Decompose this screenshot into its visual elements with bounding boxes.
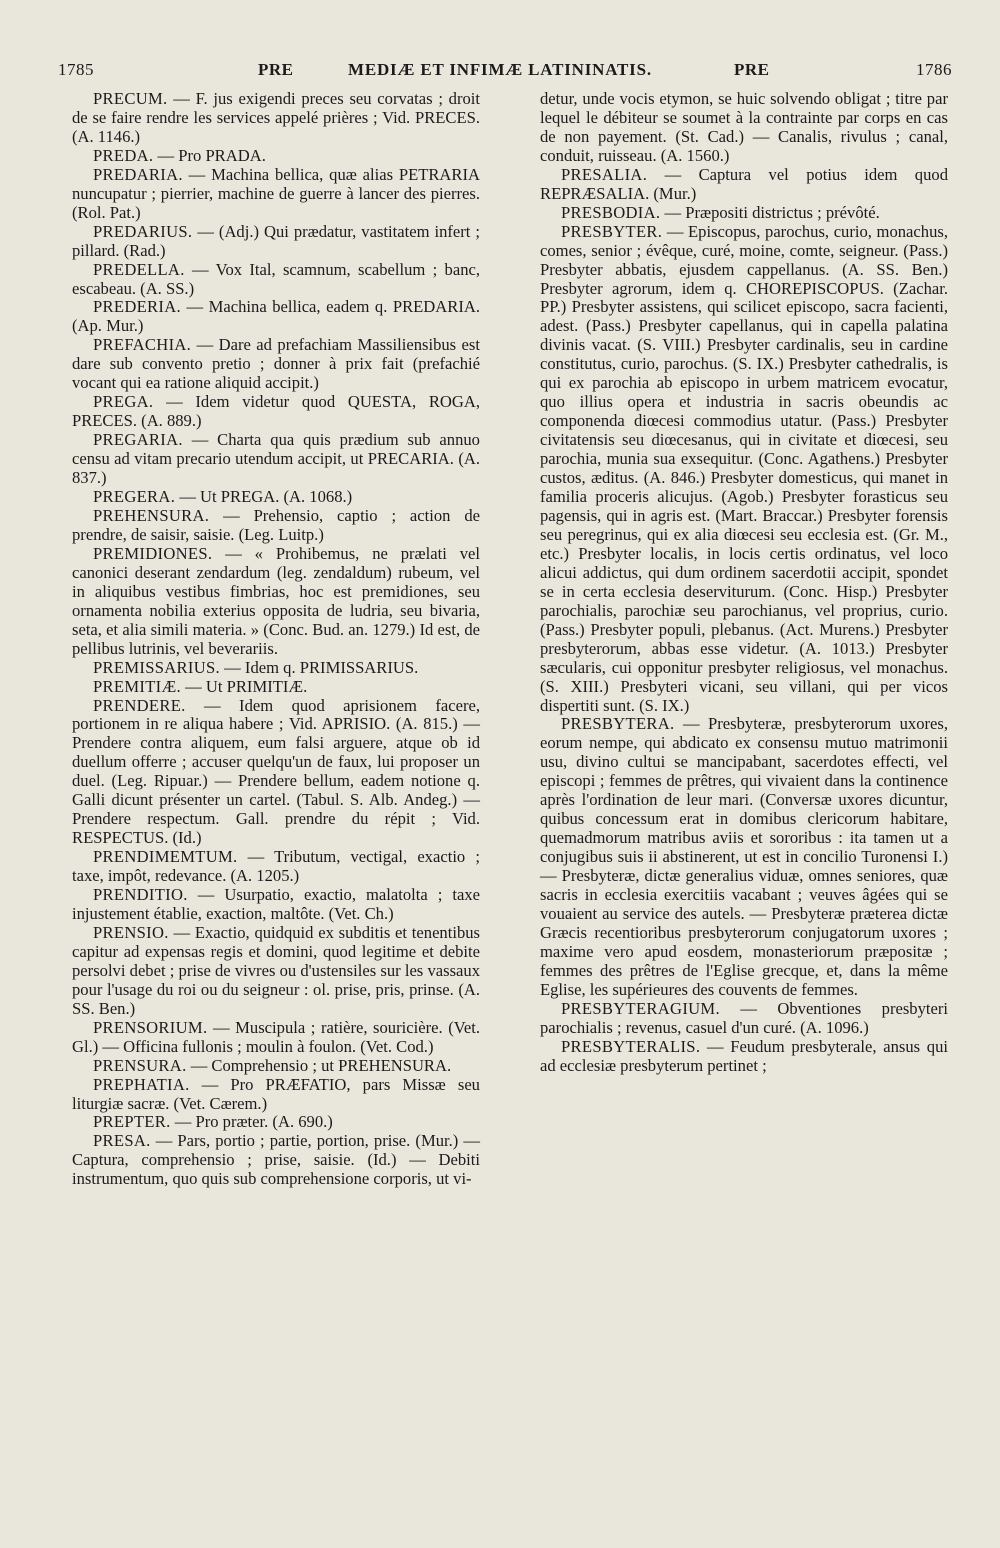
dictionary-entry	[540, 715, 948, 999]
left-guide-word: PRE	[258, 60, 294, 79]
dictionary-entry	[72, 147, 480, 166]
entry-headword: PRENDITIO.	[93, 885, 188, 905]
entry-headword: PREMIDIONES.	[93, 543, 213, 563]
entry-definition: — Exactio, quidquid ex subditis et tenentibus capitur ad expensas regis et domini, quod legitime et debite persolvi debet ; prise de vivres ou d'ustensiles sur les vassaux pour l'usage du roi ou du seigneur : ol. prise, pris, prinse. (A. SS. Ben.)	[72, 922, 481, 1018]
dictionary-entry	[72, 678, 480, 697]
dictionary-entry	[540, 1038, 948, 1076]
entry-headword: PREGARIA.	[93, 430, 183, 450]
dictionary-entry	[540, 90, 948, 166]
entry-headword: PRESALIA.	[561, 164, 648, 184]
dictionary-entry	[72, 1057, 480, 1076]
entry-definition: — F. jus exigendi preces seu corvatas ; droit de se faire rendre les services appelé prières ; Vid. PRECES. (A. 1146.)	[72, 89, 481, 146]
entry-headword: PRESBODIA.	[561, 202, 661, 222]
dictionary-entry	[72, 848, 480, 886]
entry-definition: — Presbyteræ, presbyterorum uxores, eorum nempe, qui abdicato ex consensu mutuo matrimonii usu, divino cultui se mancipabant, sacerdotes effecti, vel episcopi ; femmes de prêtres, qui vivaient dans la continence après l'ordination de leur mari. (Conversæ uxores dicuntur, quibus concessum erat in domibus clericorum habitare, quemadmorum matribus aviis et sororibus : ita tamen ut a conjugibus suis ii abstinerent, ut est in concilio Turonensi I.) — Presbyteræ, dictæ generalius viduæ, omnes seniores, quæ sacris in ecclesia exercitiis vacabant ; veuves âgées qui se vouaient au service des autels. — Presbyteræ præterea dictæ Græcis recentioribus presbyterorum conjugatorum uxores ; maxime vero apud eosdem, monasteriorum præpositæ ; femmes des prêtres de l'Eglise grecque, et, dans la même Eglise, les supérieures des couvents de femmes.	[540, 714, 948, 999]
dictionary-entry	[72, 507, 480, 545]
entry-definition: — Dare ad prefachiam Massiliensibus est dare sub convento pretio ; donner à prix fait (prefachié vocant qui ea ratione aliquid accipit.)	[72, 335, 480, 393]
entry-definition: — Pro præter. (A. 690.)	[174, 1112, 333, 1132]
entry-headword: PREFACHIA.	[93, 335, 192, 355]
entry-definition: — Idem quod aprisionem facere, portionem in re aliqua habere ; Vid. APRISIO. (A. 815.) — Prendere contra aliquem, eum falsi arguere, atque ob id duellum offerre ; accuser quelqu'un de faux, lui proposer un duel. (Leg. Ripuar.) — Prendere bellum, eadem notione q. Galli dicunt présenter un cartel. (Tabul. S. Alb. Andeg.) — Prendere respectum. Gall. prendre du répit ; Vid. RESPECTUS. (Id.)	[72, 695, 480, 848]
entry-definition: — Machina bellica, quæ alias PETRARIA nuncupatur ; pierrier, machine de guerre à lancer des pierres. (Rol. Pat.)	[72, 164, 480, 222]
dictionary-entry	[72, 261, 480, 299]
dictionary-entry	[72, 659, 480, 678]
entry-headword: PRENSURA.	[93, 1055, 187, 1075]
entry-headword: PREPHATIA.	[93, 1074, 190, 1094]
entry-definition: — Tributum, vectigal, exactio ; taxe, impôt, redevance. (A. 1205.)	[72, 847, 480, 886]
entry-definition: — Pars, portio ; partie, portion, prise. (Mur.) — Captura, comprehensio ; prise, saisie. (Id.) — Debiti instrumentum, quo quis sub comprehensione corporis, ut vi-	[72, 1131, 480, 1189]
entry-definition: — Pro PRÆFATIO, pars Missæ seu liturgiæ sacræ. (Vet. Cærem.)	[72, 1074, 480, 1113]
entry-headword: PREDARIUS.	[93, 221, 193, 241]
entry-definition: — Comprehensio ; ut PREHENSURA.	[190, 1055, 452, 1075]
entry-headword: PRESBYTERALIS.	[561, 1036, 701, 1056]
right-column-number: 1786	[916, 60, 952, 79]
entry-definition: — Usurpatio, exactio, malatolta ; taxe injustement établie, exaction, maltôte. (Vet. Ch.)	[72, 885, 480, 923]
dictionary-entry	[72, 1076, 480, 1114]
entry-definition: — Captura vel potius idem quod REPRÆSALIA. (Mur.)	[540, 164, 948, 203]
dictionary-entry	[72, 886, 480, 924]
entry-headword: PREHENSURA.	[93, 505, 210, 525]
entry-headword: PREGERA.	[93, 487, 176, 507]
entry-definition: — Obventiones presbyteri parochialis ; revenus, casuel d'un curé. (A. 1096.)	[540, 998, 948, 1037]
entry-headword: PRECUM.	[93, 89, 168, 108]
dictionary-entry	[72, 166, 480, 223]
dictionary-entry	[540, 204, 948, 223]
dictionary-entry	[72, 1113, 480, 1132]
entry-headword: PRESBYTERAGIUM.	[561, 998, 720, 1018]
dictionary-entry	[540, 166, 948, 204]
dictionary-entry	[72, 431, 480, 488]
right-guide-word: PRE	[734, 60, 770, 79]
entry-headword: PREGA.	[93, 392, 154, 412]
entry-headword: PRENDERE.	[93, 695, 186, 715]
right-column	[540, 90, 948, 1076]
entry-definition: — Feudum presbyterale, ansus qui ad ecclesiæ presbyterum pertinet ;	[540, 1036, 948, 1075]
dictionary-entry	[72, 924, 480, 1019]
entry-definition: — Idem videtur quod QUESTA, ROGA, PRECES. (A. 889.)	[72, 392, 480, 431]
dictionary-entry	[72, 488, 480, 507]
dictionary-entry	[540, 223, 948, 716]
entry-definition: — Pro PRADA.	[157, 145, 266, 165]
entry-definition: — Prehensio, captio ; action de prendre, de saisir, saisie. (Leg. Luitp.)	[72, 505, 480, 544]
entry-headword: PRENSORIUM.	[93, 1017, 208, 1037]
running-header	[58, 54, 952, 84]
dictionary-entry	[72, 223, 480, 261]
entry-headword: PREMISSARIUS.	[93, 657, 221, 677]
entry-definition: — (Adj.) Qui prædatur, vastitatem infert ; pillard. (Rad.)	[72, 221, 480, 260]
running-title: MEDIÆ ET INFIMÆ LATININATIS.	[348, 60, 652, 79]
entry-definition: — Ut PREGA. (A. 1068.)	[179, 487, 353, 507]
entry-definition: — Præpositi districtus ; prévôté.	[664, 202, 880, 222]
entry-headword: PREMITIÆ.	[93, 676, 181, 696]
entry-headword: PRESBYTER.	[561, 221, 663, 241]
entry-headword: PREDERIA.	[93, 297, 181, 317]
dictionary-entry	[540, 1000, 948, 1038]
entry-headword: PREDARIA.	[93, 164, 183, 184]
entry-definition: — Charta qua quis prædium sub annuo censu ad vitam precario utendum accipit, ut PRECARIA. (A. 837.)	[72, 430, 480, 488]
dictionary-entry	[72, 697, 480, 849]
entry-definition: — Vox Ital, scamnum, scabellum ; banc, escabeau. (A. SS.)	[72, 259, 481, 298]
entry-headword: PRENSIO.	[93, 922, 169, 942]
entry-headword: PRESA.	[93, 1131, 151, 1151]
entry-headword: PRESBYTERA.	[561, 714, 675, 734]
left-column	[72, 90, 480, 1189]
dictionary-entry	[72, 1019, 480, 1057]
left-column-number: 1785	[58, 60, 94, 79]
entry-headword: PREPTER.	[93, 1112, 171, 1132]
entry-definition: — Ut PRIMITIÆ.	[185, 676, 308, 696]
dictionary-entry	[72, 336, 480, 393]
dictionary-entry	[72, 393, 480, 431]
dictionary-entry	[72, 298, 480, 336]
entry-headword: PRENDIMEMTUM.	[93, 847, 238, 867]
entry-definition: — Idem q. PRIMISSARIUS.	[224, 657, 419, 677]
entry-definition: — Episcopus, parochus, curio, monachus, comes, senior ; évêque, curé, moine, comte, seigneur. (Pass.) Presbyter abbatis, ejusdem cappellanus. (A. SS. Ben.) Presbyter agrorum, idem q. CHOREPISCOPUS. (Zachar. PP.) Presbyter assistens, qui scilicet episcopo, sacra facienti, adest. (Pass.) Presbyter capellanus, qui in capella palatina divinis vacat. (S. VIII.) Presbyter cardinalis, seu in cardine constitutus, curio, parochus. (S. IX.) Presbyter cathedralis, is qui ex parochia ab episcopo in urbem matricem evocatur, quo illius opera et industria in sacris obeundis ac componenda diœcesi commodius utatur. (Pass.) Presbyter civitatensis seu diœcesanus, qui in civitate et diœcesi, seu parochia, munia sua exsequitur. (Conc. Agathens.) Presbyter custos, æditus. (A. 846.) Presbyter domesticus, qui manet in familia proceris alicujus. (Agob.) Presbyter forasticus seu pagensis, qui in agris est. (Mart. Braccar.) Presbyter forensis seu peregrinus, qui ex alia diœcesi seu ecclesia est. (Gr. M., etc.) Presbyter localis, in locis certis ordinatus, vel loco alicui addictus, qui dum ordinem sacerdotii accipit, spondet se in certa ecclesia deserviturum. (Conc. Hisp.) Presbyter parochialis, parochiæ seu parochianus, vel proprius, curio. (Pass.) Presbyter populi, plebanus. (Act. Murens.) Presbyter presbyterorum, abbas esse videtur. (A. 1013.) Presbyter sæcularis, cui opponitur presbyter religiosus, vel monachus. (S. XIII.) Presbyteri vicani, seu villani, qui per vicos dispertiti sunt. (S. IX.)	[540, 221, 948, 715]
entry-headword: PREDA.	[93, 145, 154, 165]
dictionary-entry	[72, 90, 480, 147]
dictionary-entry	[72, 1132, 480, 1189]
entry-headword: PREDELLA.	[93, 259, 185, 279]
entry-definition: — Muscipula ; ratière, souricière. (Vet. Gl.) — Officina fullonis ; moulin à foulon. (Vet. Cod.)	[72, 1017, 480, 1056]
dictionary-entry	[72, 545, 480, 659]
entry-definition: — Machina bellica, eadem q. PREDARIA. (Ap. Mur.)	[72, 297, 480, 336]
entry-definition: — « Prohibemus, ne prælati vel canonici deserant zendardum (leg. zendaldum) rubeum, vel in aliquibus vestibus fimbrias, hoc est premidiones, seu ornamenta nobilia exterius opposita de ludria, seu bivaria, seta, et alia simili materia. » (Conc. Bud. an. 1279.) Id est, de pellibus lutrinis, vel beverariis.	[72, 543, 480, 658]
entry-definition: detur, unde vocis etymon, se huic solvendo obligat ; titre par lequel le débiteur se soumet à la contrainte par corps en cas de non payement. (St. Cad.) — Canalis, rivulus ; canal, conduit, ruisseau. (A. 1560.)	[540, 89, 948, 165]
